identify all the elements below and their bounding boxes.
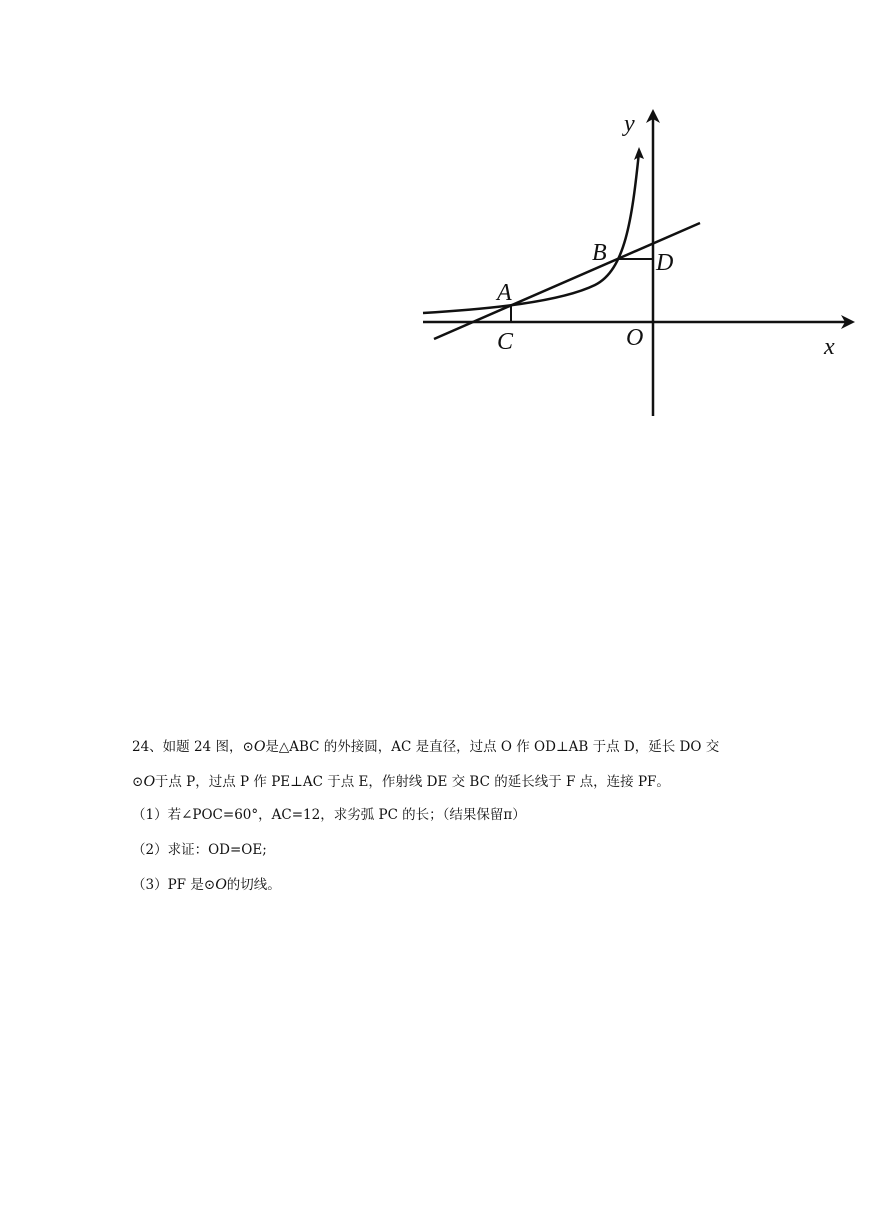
curve	[423, 152, 639, 313]
problem-line-1	[132, 737, 719, 757]
line1-pre: 24、如题 24 图，⊙	[132, 739, 254, 755]
label-c: C	[497, 329, 514, 355]
question-3	[132, 875, 281, 895]
line2-post: 于点 P，过点 P 作 PE⊥AC 于点 E，作射线 DE 交 BC 的延长线于 F 点，连接 PF。	[154, 774, 670, 790]
question-1: （1）若∠POC=60°，AC=12，求劣弧 PC 的长；（结果保留π）	[132, 807, 526, 823]
label-d: D	[656, 250, 674, 276]
circle-o-symbol: O	[253, 738, 266, 755]
problem-line-2	[132, 772, 670, 792]
label-a: A	[497, 280, 512, 306]
q3-pre: （3）PF 是⊙	[132, 877, 216, 893]
label-origin: O	[626, 325, 644, 351]
label-x: x	[824, 334, 835, 360]
label-b: B	[592, 240, 607, 266]
circle-o-symbol: O	[215, 876, 227, 893]
q3-post: 的切线。	[226, 877, 281, 893]
coordinate-figure	[415, 100, 865, 430]
question-2: （2）求证：OD=OE;	[132, 842, 267, 858]
label-y: y	[624, 111, 635, 137]
line1-post: 是△ABC 的外接圆，AC 是直径，过点 O 作 OD⊥AB 于点 D，延长 DO 交	[265, 739, 720, 755]
circle-o-symbol: O	[143, 773, 155, 790]
line2-pre: ⊙	[132, 774, 144, 790]
